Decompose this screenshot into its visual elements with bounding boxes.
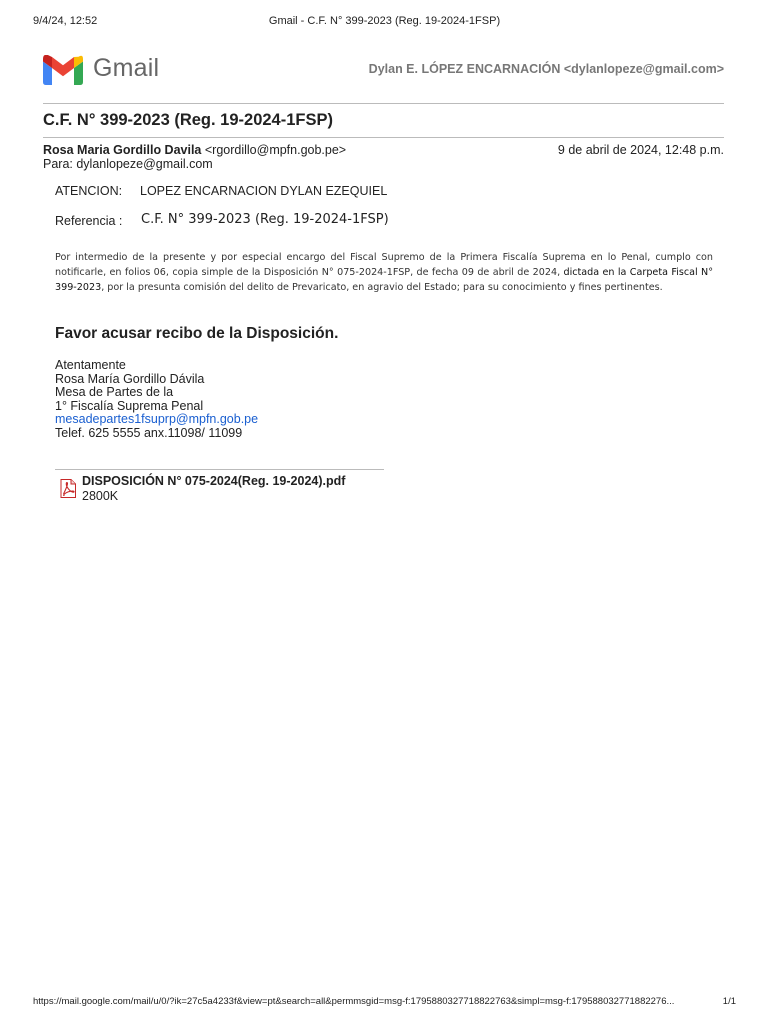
signature-line-2: 1° Fiscalía Suprema Penal	[55, 398, 204, 413]
reference-row	[55, 212, 389, 228]
account-label: Dylan E. LÓPEZ ENCARNACIÓN <dylanlopeze@gmail.com>	[368, 62, 724, 76]
email-subject: C.F. N° 399-2023 (Reg. 19-2024-1FSP)	[43, 111, 333, 129]
print-datetime: 9/4/24, 12:52	[33, 15, 98, 27]
divider	[43, 103, 724, 104]
gmail-wordmark: Gmail	[93, 54, 160, 82]
sender	[43, 143, 346, 157]
gmail-logo	[43, 55, 167, 85]
divider	[55, 469, 384, 470]
signature-name: Rosa María Gordillo Dávila	[55, 371, 205, 386]
pdf-icon[interactable]	[59, 479, 77, 498]
body-part-1: Por intermedio de la presente y por especial encargo del Fiscal Supremo de la Primera Fiscalía Suprema en lo Penal, cumplo con notificarle, en folios 06, copia simple de la Disposición N° 075-2024-1FSP, de fecha 09 de abril de 2024,	[55, 252, 713, 278]
reference-value: C.F. N° 399-2023 (Reg. 19-2024-1FSP)	[141, 212, 389, 227]
attachment-name[interactable]: DISPOSICIÓN N° 075-2024(Reg. 19-2024).pdf	[82, 474, 346, 488]
attachment-size: 2800K	[82, 489, 119, 503]
gmail-m-icon	[43, 55, 83, 85]
attention-row	[55, 184, 388, 198]
attention-value: LOPEZ ENCARNACION DYLAN EZEQUIEL	[140, 184, 388, 198]
acknowledge-request: Favor acusar recibo de la Disposición.	[55, 325, 339, 342]
divider	[43, 137, 724, 138]
sender-email: <rgordillo@mpfn.gob.pe>	[201, 143, 347, 157]
sender-name: Rosa Maria Gordillo Davila	[43, 143, 202, 157]
signature	[55, 359, 258, 441]
page-number: 1/1	[722, 996, 736, 1007]
page-url: https://mail.google.com/mail/u/0/?ik=27c5a4233f&view=pt&search=all&permmsgid=msg-f:1795880327718822763&simpl=msg-f:179588032771882276...	[33, 996, 675, 1007]
print-header	[33, 15, 736, 29]
attention-label: ATENCION:	[55, 184, 123, 198]
signature-phone: Telef. 625 5555 anx.11098/ 11099	[55, 425, 243, 440]
email-body	[55, 250, 713, 295]
recipient: Para: dylanlopeze@gmail.com	[43, 157, 213, 171]
reference-label: Referencia :	[55, 214, 123, 228]
body-part-3: , por la presunta comisión del delito de Prevaricato, en agravio del Estado; para su conocimiento y fines pertinentes.	[101, 282, 663, 293]
signature-email-link[interactable]: mesadepartes1fsuprp@mpfn.gob.pe	[55, 412, 259, 427]
signature-closing: Atentamente	[55, 358, 126, 372]
body-part-2: dictada en la Carpeta Fiscal N° 399-2023	[55, 267, 713, 293]
signature-line-1: Mesa de Partes de la	[55, 385, 174, 400]
email-date: 9 de abril de 2024, 12:48 p.m.	[557, 143, 724, 157]
print-title: Gmail - C.F. N° 399-2023 (Reg. 19-2024-1FSP)	[268, 15, 501, 27]
print-footer	[33, 996, 736, 1010]
